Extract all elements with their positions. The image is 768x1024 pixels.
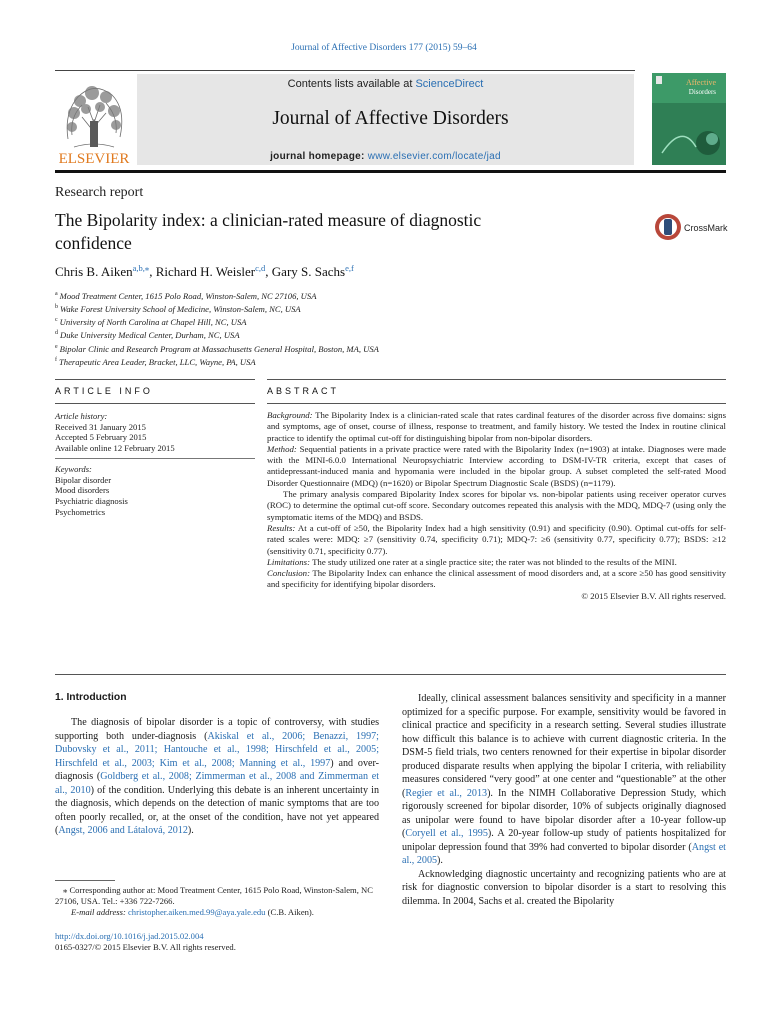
keyword-item: Psychiatric diagnosis — [55, 495, 128, 506]
journal-cover-image — [652, 73, 726, 165]
author-affiliation-marker[interactable]: a,b,⁎ — [132, 263, 150, 273]
sciencedirect-link[interactable]: ScienceDirect — [415, 78, 484, 90]
affiliation-marker: d — [55, 330, 58, 337]
affiliation-item — [55, 315, 705, 328]
affiliation-marker: a — [55, 291, 58, 297]
affiliation-text: Duke University Medical Center, Durham, NC, USA — [60, 330, 240, 341]
intro-paragraph-2: Ideally, clinical assessment balances sensitivity and specificity in a manner optimized for a specific purpose. For example, sensitivity would be favored in clinical practice and specificity in a research setting. Several studies illustrate how difficult this balance is to achieve with current diagnostic criteria. In the DSM-5 field trials, two centers renowned for their expertise in bipolar disorder produced disparate results when applying the bipolar I criteria, with reliability measures considered “very good” at one center and “questionable” at the other (Regier et al., 2013). In the NIMH Collaborative Depression Study, which rigorously screened for bipolar disorder, 10% of subjects originally diagnosed as unipolar were found to have bipolar disorder after a 10-year follow-up (Coryell et al., 1995). A 20-year follow-up study of patients hospitalized for unipolar depression found that 39% had converted to bipolar disorder (Angst et al., 2005). — [402, 693, 726, 866]
author-affiliation-marker[interactable]: e,f — [345, 263, 354, 273]
history-list — [55, 422, 255, 454]
keyword-item: Psychometrics — [55, 506, 106, 517]
abstract-rule — [267, 403, 726, 404]
affiliation-marker: f — [55, 356, 57, 363]
intro-paragraph-3: Acknowledging diagnostic uncertainty and recognizing patients who are at risk for diagnostic conversion to bipolar disorder is a start to resolving this dilemma. In 2004, Sachs et al. created the Bipolarity — [402, 868, 726, 907]
history-item: Available online 12 February 2015 — [55, 443, 175, 454]
svg-text:CrossMark: CrossMark — [684, 223, 728, 233]
svg-text:Disorders: Disorders — [688, 88, 716, 96]
reference-link[interactable]: Regier et al., 2013 — [405, 787, 488, 799]
affiliations — [55, 289, 705, 368]
affiliation-text: Mood Treatment Center, 1615 Polo Road, Winston-Salem, NC 27106, USA — [59, 290, 317, 301]
history-item: Received 31 January 2015 — [55, 421, 146, 432]
article-info-heading: ARTICLE INFO — [55, 386, 153, 396]
intro-column-left — [55, 716, 379, 838]
history-label: Article history: — [55, 411, 108, 421]
affiliation-text: Therapeutic Area Leader, Bracket, LLC, Wayne, PA, USA — [59, 356, 256, 367]
affiliation-item — [55, 355, 705, 368]
article-info-top-rule — [55, 379, 255, 380]
article-type: Research report — [55, 185, 144, 200]
affiliation-marker: e — [55, 343, 58, 350]
doi-block — [55, 931, 385, 953]
journal-title: Journal of Affective Disorders — [272, 108, 509, 129]
author-separator: , — [149, 264, 156, 279]
reference-link[interactable]: Akiskal et al., 2006; Benazzi, 1997; Dubovsky et al., 2011; Hantouche et al., 1998; Hirschfeld et al., 2005; Hirschfeld et al., 2003; Kim et al., 2008; Manning et al., 1997 — [55, 730, 379, 769]
author-name: Chris B. Aiken — [55, 264, 133, 279]
intro-column-right — [402, 692, 726, 908]
contents-line: Contents lists available at ScienceDirect — [287, 78, 484, 90]
reference-link[interactable]: Angst et al., 2005 — [402, 841, 726, 866]
affiliation-item — [55, 342, 705, 355]
footnote-rule — [55, 880, 115, 881]
author-name: Gary S. Sachs — [271, 264, 346, 279]
abstract-body: Background: The Bipolarity Index is a clinician-rated scale that rates cardinal features of the disorder across five domains: signs and symptoms, age of onset, course of illness, response to treatment, and family history. We tested the Index in routine clinical practice to identify the optimal cut-off for distinguishing bipolar from non-bipolar disorders. Method: Sequential patients in a private practice were rated with the Bipolarity Index (n=1903) at intake. Diagnoses were made with the MINI-6.0.0 International Neuropsychiatric Interview according to DSM-IV-TR criteria, except that cases of antidepressant-induced mania and hypomania were included in the bipolar group. A subset completed the self-rated Mood Disorder Questionnaire (MDQ) (n=1620) or Bipolar Spectrum Diagnostic Scale (BSDS) (n=1179). The primary analysis compared Bipolarity Index scores for bipolar vs. non-bipolar patients using receiver operator curves (ROC) to determine the optimal cut-off score. Secondary outcomes repeated this analysis with the MDQ, MDQ-7 (using only the symptomatic items of the MDQ) and BSDS. Results: At a cut-off of ≥50, the Bipolarity Index had a high sensitivity (0.91) and specificity (0.90). Optimal cut-offs for self-rated scales were: MDQ: ≥7 (sensitivity 0.74, specificity 0.71); MDQ-7: ≥6 (sensitivity 0.77, specificity 0.77); BSDS: ≥12 (sensitivity 0.71, specificity 0.77). Limitations: The study utilized one rater at a single practice site; the rater was not blinded to the results of the MINI. Conclusion: The Bipolarity Index can enhance the clinical assessment of mood disorders and, at a score ≥50 has good sensitivity and specificity for identifying bipolar disorders. © 2015 Elsevier B.V. All rights reserved. — [267, 410, 727, 601]
keywords-label: Keywords: — [55, 463, 92, 474]
intro-paragraph-1: The diagnosis of bipolar disorder is a topic of controversy, with studies supporting both under-diagnosis (Akiskal et al., 2006; Benazzi, 1997; Dubovsky et al., 2011; Hantouche et al., 1998; Hirschfeld et al., 2005; Hirschfeld et al., 2003; Kim et al., 2008; Manning et al., 1997) and over-diagnosis (Goldberg et al., 2008; Zimmerman et al., 2008 and Zimmerman et al., 2010) of the condition. Underlying this debate is an inherent uncertainty in the diagnosis, which depends on the detection of manic symptoms that are too often poorly recalled, or, at the onset of the condition, have not yet appeared (Angst, 2006 and Látalová, 2012). — [55, 717, 379, 836]
reference-link[interactable]: Angst, 2006 and Látalová, 2012 — [58, 825, 188, 836]
journal-homepage: journal homepage: www.elsevier.com/locate/jad — [270, 151, 501, 162]
affiliation-marker: c — [55, 317, 58, 324]
header-rule — [55, 70, 635, 71]
header-thick-rule — [55, 170, 726, 173]
keyword-item: Mood disorders — [55, 485, 110, 496]
affiliation-item — [55, 289, 705, 302]
issn-line: 0165-0327/© 2015 Elsevier B.V. All rights reserved. — [55, 942, 236, 952]
footnote: ⁎ Corresponding author at: Mood Treatment Center, 1615 Polo Road, Winston-Salem, NC 27106, USA. Tel.: +336 722-7266. E-mail address: christopher.aiken.med.99@aya.yale.edu (C.B. Aiken). — [55, 885, 373, 917]
reference-link[interactable]: Goldberg et al., 2008; Zimmerman et al., 2008 and Zimmerman et al., 2010 — [55, 771, 379, 796]
doi-link[interactable]: http://dx.doi.org/10.1016/j.jad.2015.02.004 — [55, 931, 204, 941]
abstract-heading: ABSTRACT — [267, 386, 340, 396]
keyword-item: Bipolar disorder — [55, 474, 112, 485]
svg-text:ELSEVIER: ELSEVIER — [58, 151, 130, 165]
affiliation-text: Wake Forest University School of Medicine, Winston-Salem, NC, USA — [60, 304, 301, 315]
email-link[interactable]: christopher.aiken.med.99@aya.yale.edu — [127, 907, 266, 917]
author-name: Richard H. Weisler — [155, 264, 256, 279]
elsevier-logo — [54, 77, 134, 165]
reference-link[interactable]: Coryell et al., 1995 — [405, 828, 488, 839]
article-info — [55, 411, 255, 517]
affiliation-item — [55, 302, 705, 315]
affiliation-text: Bipolar Clinic and Research Program at Massachusetts General Hospital, Boston, MA, USA — [59, 343, 379, 354]
svg-text:Affective: Affective — [685, 78, 716, 87]
body-top-rule — [55, 674, 726, 675]
citation-link[interactable]: Journal of Affective Disorders 177 (2015) 59–64 — [291, 43, 477, 53]
keywords-rule — [55, 458, 255, 459]
author-separator: , — [265, 264, 272, 279]
crossmark-icon[interactable] — [654, 211, 734, 243]
article-info-rule — [55, 403, 255, 404]
affiliation-marker: b — [55, 304, 58, 311]
keyword-list — [55, 475, 255, 518]
affiliation-item — [55, 328, 705, 341]
author-affiliation-marker[interactable]: c,d — [255, 263, 266, 273]
affiliation-text: University of North Carolina at Chapel Hill, NC, USA — [59, 317, 247, 328]
homepage-link[interactable]: www.elsevier.com/locate/jad — [367, 151, 501, 162]
article-title: The Bipolarity index: a clinician-rated measure of diagnostic confidence — [55, 210, 482, 253]
abstract-top-rule — [267, 379, 726, 380]
author-list — [55, 263, 354, 280]
history-item: Accepted 5 February 2015 — [55, 432, 147, 443]
section-heading-introduction: 1. Introduction — [55, 692, 127, 703]
